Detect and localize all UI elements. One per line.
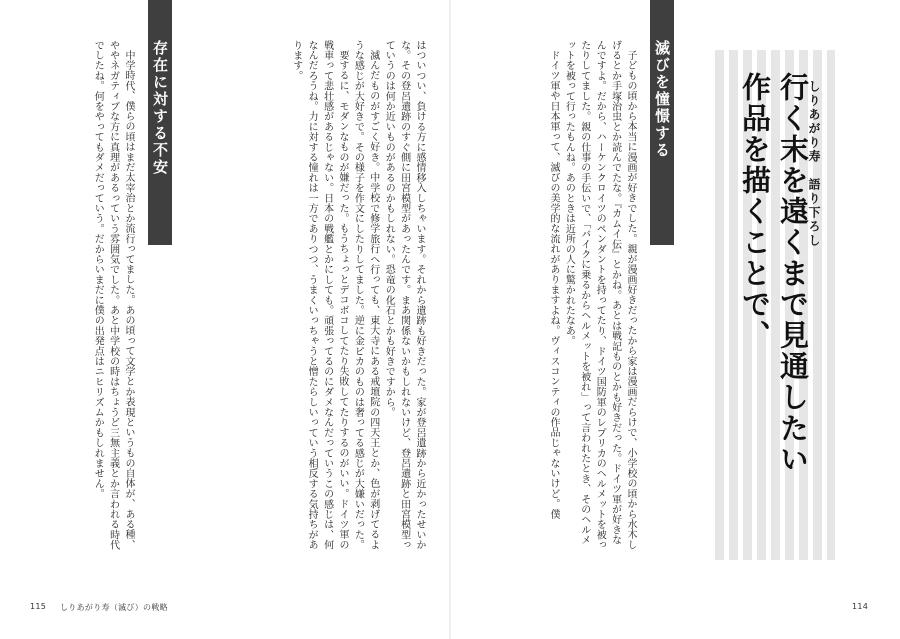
author-name: しりあがり寿 <box>807 80 821 164</box>
body-paragraph: はついつい、負ける方に感情移入しちゃいます。それから遺跡も好きだった。家が登呂遺跡から近かったせいかな。その登呂遺跡のすぐ側に田宮模型があったんです。まあ関係ないかもしれないけど、登呂遺跡と田宮模型っていうのは何か近いものがあるのかもしれない。恐竜の化石とかも好きですから。 <box>383 40 425 550</box>
chapter-title-line: 作品を描くことで、 <box>738 72 772 351</box>
body-paragraph: ドイツ軍や日本軍って、滅びの美学的な流れがありますよね。ヴィスコンティの作品じゃないけど。僕 <box>547 50 559 520</box>
byline-role: 語り下ろし <box>807 178 821 248</box>
body-paragraph: 滅んだものがすごく好き。中学校で修学旅行へ行っても、東大寺にある戒壇院の四天王とか、色が剥げてるような感じが大好きで。その様子を作文にしたりしてました。逆に金ピカのものは奢ってる感じが大嫌いだった。 <box>352 40 379 550</box>
section-heading: 存在に対する不安 <box>151 40 169 176</box>
left-body-text-lower <box>50 40 136 554</box>
section-heading-band <box>148 0 172 245</box>
section-heading: 滅びを憧憬する <box>653 40 671 159</box>
byline <box>801 80 823 248</box>
page-number: 115 <box>30 602 47 611</box>
section-heading-band <box>650 0 674 245</box>
left-body-text-upper <box>195 40 427 554</box>
body-paragraph: 要するに、モダンなものが嫌だった。もうちょっとデコボコしてたり失敗してたりするのがいい。ドイツ軍の戦車って悲壮感があるじゃない。日本の戦艦とかにしても。頑張ってるのにダメなんだっていうこの感じは、何なんだろうね。力に対する憧れは一方でありつつ、うまくいっちゃうと憎たらしいっていう相反する気持ちがあります。 <box>290 40 348 550</box>
right-body-text <box>498 40 638 554</box>
body-paragraph: 子どもの頃から本当に漫画が好きでした。親が漫画好きだったから家は漫画だらけで、小学校の頃から水木しげるとか手塚治虫とか読んでたな。『カムイ伝』とかね。あとは戦記ものとかも好きだった。ドイツ軍が好きなんですよ。だから、ハーケンクロイツのペンダントを持ってたり、ドイツ国防軍のレプリカのヘルメットを被ったりしてました。親の仕事の手伝いで、「バイクに乗るからヘルメットを被れ」って言われたとき、そのヘルメットを被って行ったもんね。あのときは近所の人に驚かれたなあ。 <box>563 40 636 550</box>
page-number: 114 <box>852 602 869 611</box>
body-paragraph: 中学時代、僕らの頃はまだ太宰治とか流行ってました。あの頃って文学とか表現というもの自体が、ある種、ややネガティブな方に真理があるっていう雰囲気でした。あと中学校の時はちょうど三無主義とか言われる時代でしたね。何をやってもダメだっていう。だからいまだに僕の出発点はニヒリズムかもしれません。 <box>92 40 134 550</box>
running-title: しりあがり寿（滅び）の戦略 <box>60 603 168 612</box>
chapter-title-line: 行く末を遠くまで見通したい <box>776 72 810 475</box>
